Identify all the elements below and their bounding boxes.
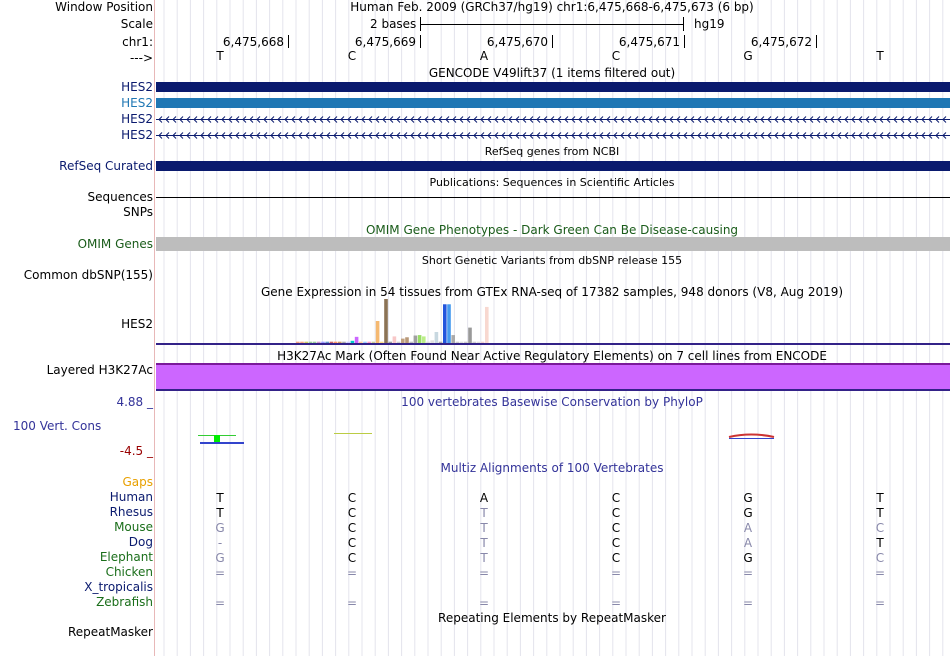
aligned-base: T — [480, 521, 488, 535]
gtex-tissue-bar — [464, 342, 468, 343]
gtex-tissue-bar — [346, 342, 350, 343]
gtex-tissue-bar — [296, 342, 300, 343]
reference-base: T — [216, 49, 224, 63]
aligned-base: = — [346, 596, 358, 610]
aligned-base: = — [478, 596, 490, 610]
h3k27ac-signal[interactable] — [156, 363, 950, 391]
aligned-base: C — [875, 551, 885, 565]
gtex-tissue-bar — [456, 342, 460, 343]
aligned-base: = — [610, 566, 622, 580]
publications-track-title: Publications: Sequences in Scientific Articles — [429, 176, 675, 189]
repeatmasker-track-title: Repeating Elements by RepeatMasker — [438, 611, 666, 625]
ruler-position-label: 6,475,670 — [486, 35, 548, 49]
gtex-baseline — [156, 343, 950, 345]
aligned-base: G — [743, 506, 753, 520]
h3k27ac-track-title: H3K27Ac Mark (Often Found Near Active Regulatory Elements) on 7 cell lines from ENCODE — [277, 349, 827, 363]
aligned-base: = — [478, 566, 490, 580]
aligned-base: C — [347, 521, 357, 535]
aligned-base: C — [347, 506, 357, 520]
reference-base: C — [347, 49, 357, 63]
aligned-base: = — [742, 596, 754, 610]
species-label[interactable]: Elephant — [99, 550, 153, 564]
scale-bar — [420, 17, 684, 31]
gencode-intron-line[interactable] — [156, 114, 950, 125]
aligned-base: C — [611, 551, 621, 565]
gtex-tissue-bar — [409, 342, 413, 343]
reference-base: T — [876, 49, 884, 63]
gaps-label[interactable]: Gaps — [122, 475, 153, 489]
ruler-tick — [552, 35, 553, 48]
gtex-tissue-bar — [430, 340, 434, 343]
gtex-tissue-bar — [359, 342, 363, 343]
aligned-base: T — [480, 506, 488, 520]
species-label[interactable]: Zebrafish — [96, 595, 153, 609]
aligned-base: T — [480, 551, 488, 565]
multiz-track-title: Multiz Alignments of 100 Vertebrates — [440, 461, 664, 475]
gencode-transcript-bar[interactable] — [156, 98, 950, 108]
aligned-base: A — [743, 521, 753, 535]
aligned-base: G — [215, 521, 225, 535]
gtex-tissue-bar — [397, 342, 401, 343]
gtex-hes2-label[interactable]: HES2 — [121, 317, 153, 331]
gtex-tissue-bar — [401, 339, 405, 343]
omim-track-title: OMIM Gene Phenotypes - Dark Green Can Be Disease-causing — [365, 223, 739, 237]
gtex-tissue-bar — [380, 342, 384, 343]
gtex-tissue-bar — [443, 304, 447, 343]
gtex-tissue-bar — [468, 328, 472, 343]
gtex-tissue-bar — [304, 342, 308, 343]
cons-mark-4 — [334, 433, 372, 434]
snps-label[interactable]: SNPs — [123, 205, 153, 219]
gtex-tissue-bar — [321, 342, 325, 343]
refseq-gene-bar[interactable] — [156, 161, 950, 171]
sequences-label[interactable]: Sequences — [87, 190, 153, 204]
gtex-tissue-bar — [435, 332, 439, 343]
cons-mark-6 — [729, 438, 774, 439]
aligned-base: - — [217, 536, 223, 550]
gtex-expression-chart[interactable] — [156, 299, 950, 347]
species-label[interactable]: Rhesus — [109, 505, 153, 519]
dbsnp-label[interactable]: Common dbSNP(155) — [23, 268, 153, 282]
aligned-base: C — [875, 521, 885, 535]
species-label[interactable]: Mouse — [114, 520, 153, 534]
aligned-base: = — [610, 596, 622, 610]
gtex-tissue-bar — [485, 307, 489, 343]
conservation-plot[interactable] — [156, 430, 950, 450]
refseq-curated-label[interactable]: RefSeq Curated — [59, 159, 153, 173]
aligned-base: T — [216, 491, 224, 505]
aligned-base: = — [214, 566, 226, 580]
aligned-base: C — [347, 536, 357, 550]
aligned-base: C — [611, 521, 621, 535]
dbsnp-track-title: Short Genetic Variants from dbSNP release 155 — [421, 254, 683, 267]
gtex-tissue-bar — [330, 342, 334, 343]
omim-genes-label[interactable]: OMIM Genes — [77, 237, 153, 251]
gtex-tissue-bar — [351, 341, 355, 343]
cons-max-label: 4.88 _ — [116, 395, 153, 409]
gencode-hes2-label[interactable]: HES2 — [121, 128, 153, 142]
gtex-tissue-bar — [376, 321, 380, 343]
gtex-tissue-bar — [300, 342, 304, 343]
aligned-base: A — [479, 491, 489, 505]
aligned-base: C — [611, 506, 621, 520]
gtex-tissue-bar — [426, 342, 430, 343]
gencode-hes2-label[interactable]: HES2 — [121, 112, 153, 126]
gencode-track-title: GENCODE V49lift37 (1 items filtered out) — [428, 66, 676, 80]
aligned-base: T — [876, 506, 884, 520]
gtex-tissue-bar — [313, 342, 317, 343]
ruler-position-label: 6,475,669 — [354, 35, 416, 49]
aligned-base: T — [480, 536, 488, 550]
gtex-tissue-bar — [405, 337, 409, 343]
label-divider — [154, 0, 155, 656]
aligned-base: C — [347, 551, 357, 565]
conservation-track-title: 100 vertebrates Basewise Conservation by PhyloP — [401, 395, 703, 409]
gtex-tissue-bar — [460, 342, 464, 343]
gencode-hes2-label[interactable]: HES2 — [121, 80, 153, 94]
cons-min-label: -4.5 _ — [119, 444, 153, 458]
aligned-base: = — [742, 566, 754, 580]
gtex-tissue-bar — [355, 337, 359, 343]
aligned-base: C — [611, 536, 621, 550]
aligned-base: = — [346, 566, 358, 580]
cons-mark-5 — [729, 435, 774, 438]
gtex-tissue-bar — [372, 342, 376, 343]
omim-gene-bar[interactable] — [156, 237, 950, 251]
aligned-base: T — [876, 491, 884, 505]
repeatmasker-label[interactable]: RepeatMasker — [67, 625, 153, 639]
scale-label: Scale — [120, 17, 153, 31]
ruler-tick — [420, 35, 421, 48]
gtex-tissue-bar — [342, 342, 346, 343]
gtex-tissue-bar — [309, 342, 313, 343]
aligned-base: T — [216, 506, 224, 520]
gtex-tissue-bar — [418, 335, 422, 343]
aligned-base: G — [743, 551, 753, 565]
aligned-base: = — [214, 596, 226, 610]
strand-label: ---> — [129, 51, 153, 65]
gtex-tissue-bar — [481, 342, 485, 343]
aligned-base: = — [874, 566, 886, 580]
gtex-tissue-bar — [317, 342, 321, 343]
ruler-position-label: 6,475,671 — [618, 35, 680, 49]
aligned-base: G — [215, 551, 225, 565]
aligned-base: C — [611, 491, 621, 505]
window-position-label: Window Position — [55, 0, 153, 14]
gtex-tissue-bar — [439, 342, 443, 343]
sequences-line — [156, 197, 950, 198]
gtex-tissue-bar — [472, 342, 476, 343]
aligned-base: G — [743, 491, 753, 505]
gtex-tissue-bar — [393, 336, 397, 343]
species-label[interactable]: Human — [109, 490, 153, 504]
gtex-tissue-bar — [363, 342, 367, 343]
refseq-track-title: RefSeq genes from NCBI — [484, 145, 620, 158]
ruler-tick — [684, 35, 685, 48]
window-position-value: Human Feb. 2009 (GRCh37/hg19) chr1:6,475,668-6,475,673 (6 bp) — [350, 0, 754, 14]
gtex-track-title: Gene Expression in 54 tissues from GTEx RNA-seq of 17382 samples, 948 donors (V8, Aug 2019) — [260, 285, 844, 299]
chr-label: chr1: — [122, 35, 153, 49]
scale-value: 2 bases — [370, 17, 417, 31]
aligned-base: T — [876, 536, 884, 550]
gtex-tissue-bar — [422, 336, 426, 343]
species-label[interactable]: Dog — [128, 535, 153, 549]
ruler-position-label: 6,475,668 — [222, 35, 284, 49]
gtex-tissue-bar — [384, 299, 388, 343]
aligned-base: A — [743, 536, 753, 550]
reference-base: A — [479, 49, 489, 63]
aligned-base: = — [874, 596, 886, 610]
gtex-tissue-bar — [447, 304, 451, 343]
assembly-label: hg19 — [694, 17, 725, 31]
gtex-tissue-bar — [334, 342, 338, 343]
reference-base: C — [611, 49, 621, 63]
gtex-tissue-bar — [325, 342, 329, 343]
ruler-position-label: 6,475,672 — [750, 35, 812, 49]
aligned-base: C — [347, 491, 357, 505]
h3k27ac-label[interactable]: Layered H3K27Ac — [46, 363, 153, 377]
ruler-tick — [288, 35, 289, 48]
gtex-tissue-bar — [367, 342, 371, 343]
gtex-tissue-bar — [477, 342, 481, 343]
species-label[interactable]: Chicken — [105, 565, 153, 579]
species-label[interactable]: X_tropicalis — [84, 580, 153, 594]
gencode-hes2-label[interactable]: HES2 — [121, 96, 153, 110]
reference-base: G — [743, 49, 753, 63]
cons-mark-3 — [200, 442, 244, 444]
gtex-tissue-bar — [451, 335, 455, 343]
gencode-transcript-bar[interactable] — [156, 82, 950, 92]
ruler-tick — [816, 35, 817, 48]
gtex-tissue-bar — [338, 342, 342, 343]
cons-label[interactable]: 100 Vert. Cons — [13, 419, 102, 433]
gencode-intron-line[interactable] — [156, 130, 950, 141]
gtex-tissue-bar — [388, 342, 392, 343]
cons-mark-2 — [214, 435, 220, 442]
gtex-tissue-bar — [414, 336, 418, 343]
